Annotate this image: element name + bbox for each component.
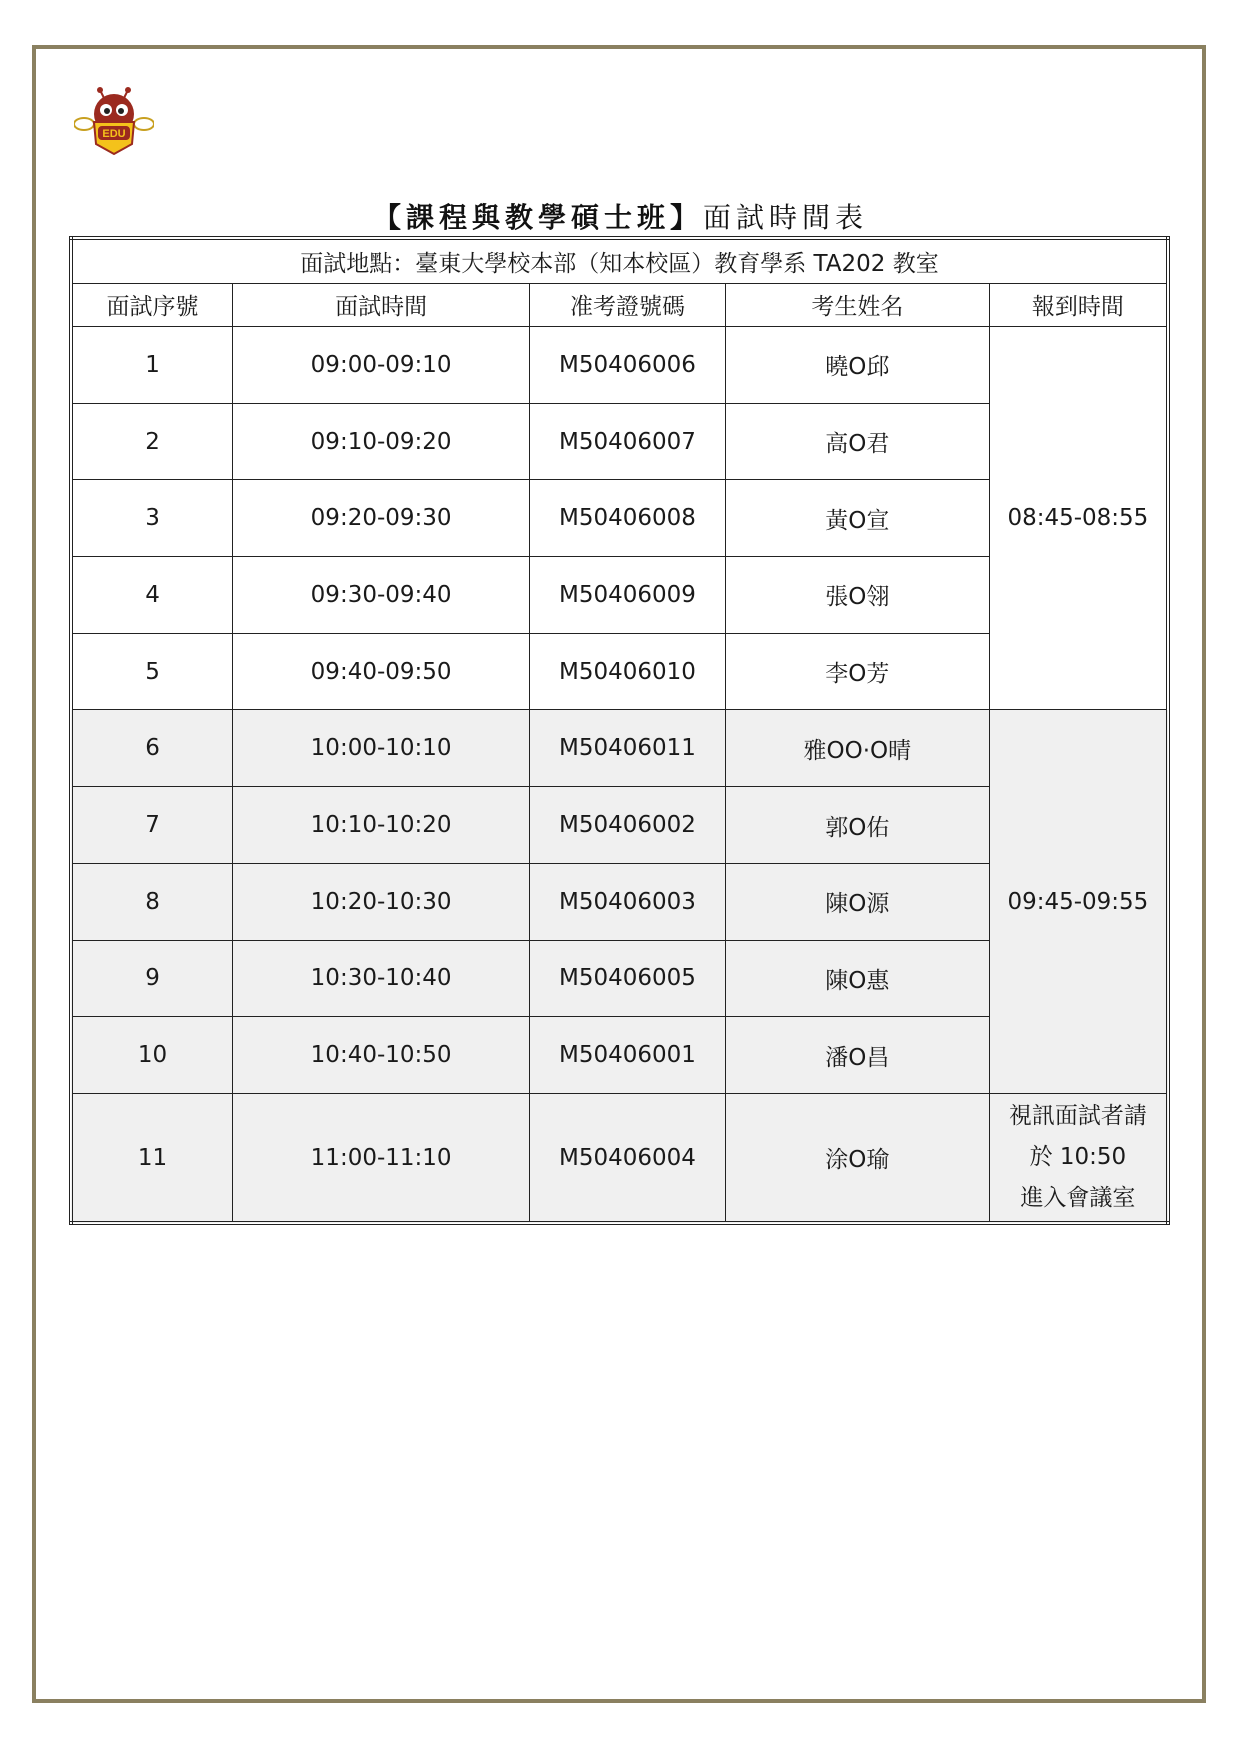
row-name: 陳O惠 <box>725 940 989 1017</box>
row-name: 郭O佑 <box>725 787 989 864</box>
row-time: 09:10-09:20 <box>233 403 530 480</box>
row-id: M50406003 <box>530 863 726 940</box>
bee-mascot-logo <box>74 86 154 158</box>
row-name: 曉O邱 <box>725 326 989 403</box>
schedule-table <box>69 236 1170 1225</box>
row-time: 09:20-09:30 <box>233 480 530 557</box>
row-id: M50406006 <box>530 326 726 403</box>
row-id: M50406002 <box>530 787 726 864</box>
header-time: 面試時間 <box>233 284 530 327</box>
header-checkin: 報到時間 <box>989 284 1168 327</box>
row-no: 10 <box>71 1017 233 1094</box>
header-id: 准考證號碼 <box>530 284 726 327</box>
row-name: 張O翎 <box>725 557 989 634</box>
row-id: M50406009 <box>530 557 726 634</box>
checkin-note-line: 視訊面試者請 <box>1008 1103 1147 1129</box>
row-no: 9 <box>71 940 233 1017</box>
row-time: 10:00-10:10 <box>233 710 530 787</box>
row-no: 8 <box>71 863 233 940</box>
table-row <box>71 710 1168 787</box>
checkin-note-line: 於 10:50 <box>1029 1144 1127 1170</box>
row-time: 09:40-09:50 <box>233 633 530 710</box>
checkin-note <box>989 1094 1168 1224</box>
row-id: M50406011 <box>530 710 726 787</box>
row-name: 潘O昌 <box>725 1017 989 1094</box>
row-no: 11 <box>71 1094 233 1224</box>
row-no: 4 <box>71 557 233 634</box>
logo-text: EDU <box>102 128 126 140</box>
row-id: M50406001 <box>530 1017 726 1094</box>
row-no: 7 <box>71 787 233 864</box>
row-id: M50406010 <box>530 633 726 710</box>
title-bold: 【課程與教學碩士班】 <box>372 201 703 234</box>
location-cell: 面試地點：臺東大學校本部（知本校區）教育學系 TA202 教室 <box>71 238 1168 284</box>
row-no: 3 <box>71 480 233 557</box>
header-row <box>71 284 1168 327</box>
row-name: 高O君 <box>725 403 989 480</box>
row-name: 黃O宣 <box>725 480 989 557</box>
row-time: 09:00-09:10 <box>233 326 530 403</box>
row-no: 1 <box>71 326 233 403</box>
row-no: 5 <box>71 633 233 710</box>
row-time: 09:30-09:40 <box>233 557 530 634</box>
header-name: 考生姓名 <box>725 284 989 327</box>
header-no: 面試序號 <box>71 284 233 327</box>
row-time: 10:20-10:30 <box>233 863 530 940</box>
page-title <box>0 196 1241 236</box>
row-name: 雅OO·O晴 <box>725 710 989 787</box>
title-rest: 面試時間表 <box>703 201 869 234</box>
row-name: 李O芳 <box>725 633 989 710</box>
row-no: 6 <box>71 710 233 787</box>
checkin-note-line: 進入會議室 <box>1020 1185 1136 1211</box>
row-time: 11:00-11:10 <box>233 1094 530 1224</box>
row-id: M50406008 <box>530 480 726 557</box>
checkin-group-2: 09:45-09:55 <box>989 710 1168 1094</box>
row-name: 陳O源 <box>725 863 989 940</box>
row-id: M50406007 <box>530 403 726 480</box>
row-time: 10:10-10:20 <box>233 787 530 864</box>
row-id: M50406004 <box>530 1094 726 1224</box>
row-time: 10:40-10:50 <box>233 1017 530 1094</box>
table-row <box>71 1094 1168 1224</box>
row-id: M50406005 <box>530 940 726 1017</box>
row-name: 涂O瑜 <box>725 1094 989 1224</box>
row-no: 2 <box>71 403 233 480</box>
table-row <box>71 326 1168 403</box>
checkin-group-1: 08:45-08:55 <box>989 326 1168 710</box>
row-time: 10:30-10:40 <box>233 940 530 1017</box>
